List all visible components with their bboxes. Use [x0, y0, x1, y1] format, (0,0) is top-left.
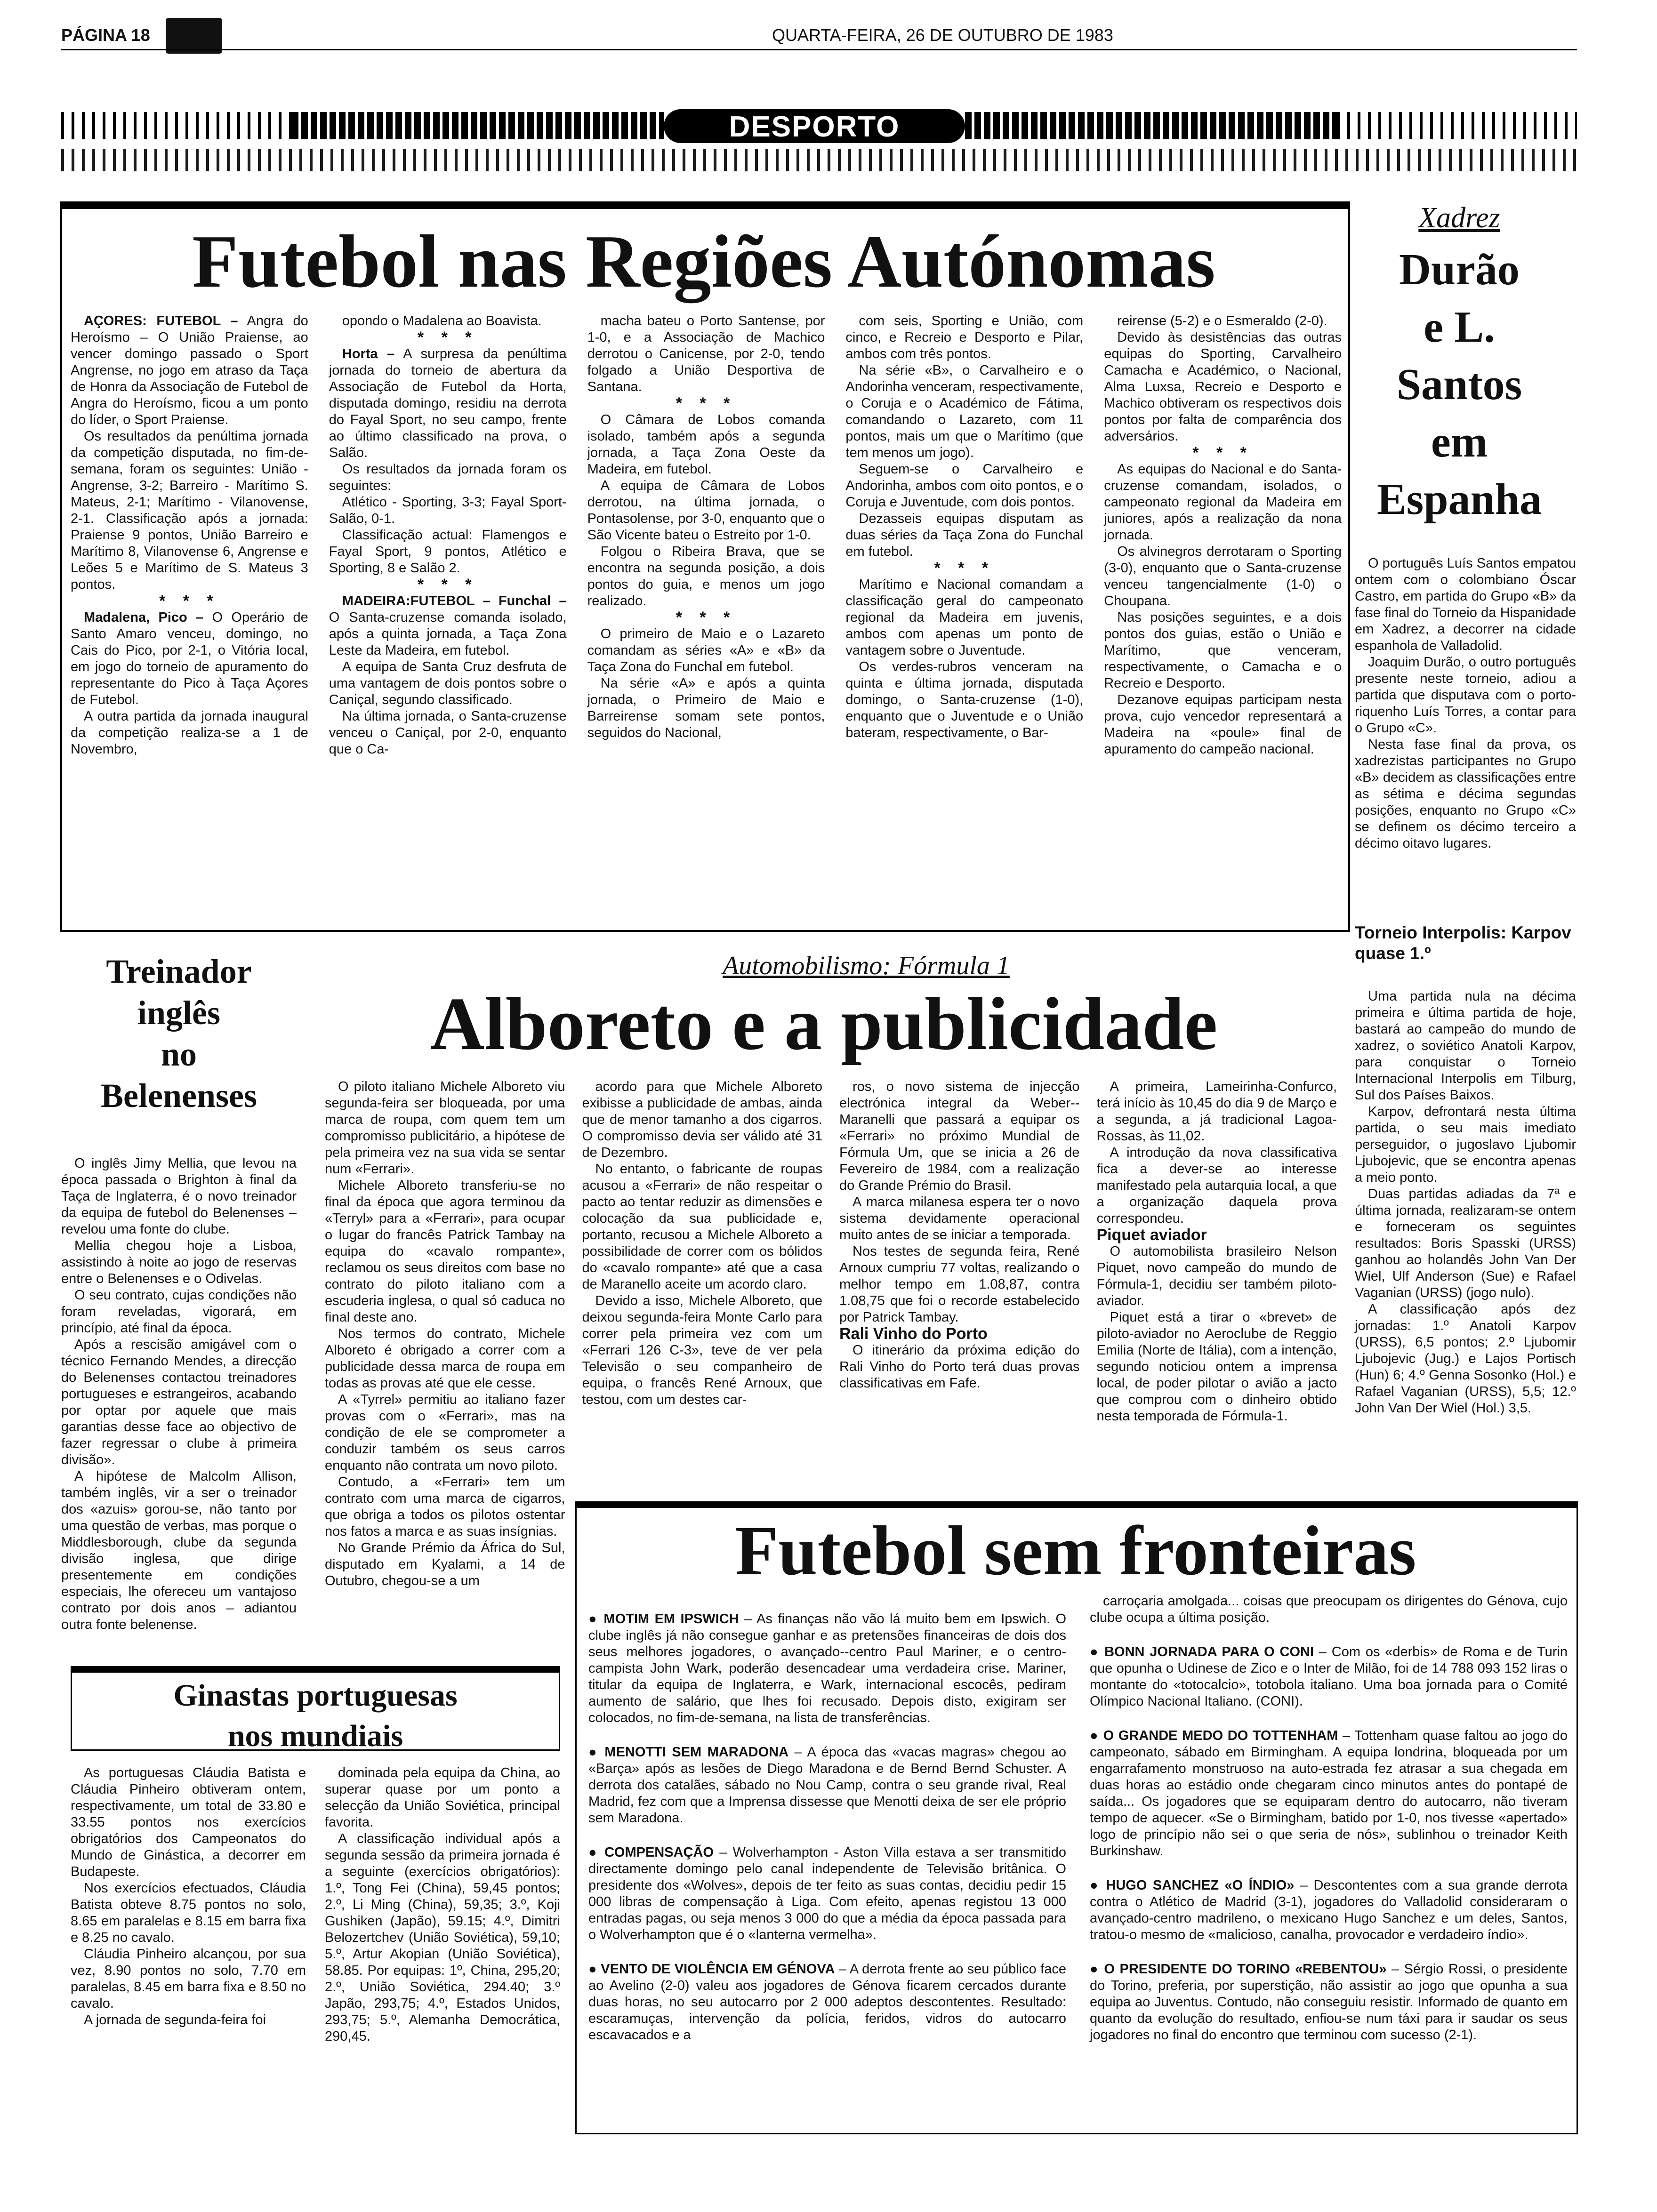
paragraph-text: Folgou o Ribeira Brava, que se encontra na segunda posição, a dois pontos do guia, e menos um jogo realizado.	[587, 544, 825, 609]
section-divider-stars: * * *	[676, 609, 737, 626]
paragraph-text: A marca milanesa espera ter o novo sistema devidamente operacional muito antes de se iniciar a temporada.	[839, 1194, 1080, 1242]
ginastas-headline	[71, 1675, 560, 1756]
paragraph	[329, 346, 567, 461]
paragraph: A hipótese de Malcolm Allison, também inglês, vir a ser o treinador dos «azuis» gorou-se, não tanto por uma questão de verbas, mas porque o Middlesborough, clube da segunda divisão inglesa, que dirige presentemente em condições especiais, lhe ofereceu um vantajoso contrato por dois anos – adiantou outra fonte belenense.	[61, 1469, 297, 1632]
paragraph	[329, 313, 567, 329]
paragraph	[587, 544, 825, 609]
paragraph: A classificação individual após a segunda sessão da primeira jornada é a seguinte (exercícios obrigatórios): 1.º, Tong Fei (China), 59,45 pontos; 2.º, Li Ming (China), 59,35; 3.º, Koji Gushiken (Japão), 59.15; 4.º, Dimitri Belozertchev (União Soviética), 59,10; 5.º, Artur Akopian (União Soviética), 58.85. Por equipas: 1º, China, 295,20; 2.º, União Soviética, 294.40; 3.º Japão, 293,75; 4.º, Estados Unidos, 293,75; 5.º, Alemanha Democrática, 290,45.	[325, 1831, 560, 2044]
paragraph: As portuguesas Cláudia Batista e Cláudia Pinheiro obtiveram ontem, respectivamente, um total de 33.80 e 33.55 pontos nos exercícios obrigatórios dos Campeonatos do Mundo de Ginástica, a decorrer em Budapeste.	[71, 1765, 306, 1879]
headline-line: Espanha	[1376, 475, 1542, 524]
paragraph-text: O automobilista brasileiro Nelson Piquet, novo campeão do mundo de Fórmula-1, decidiu ser também piloto-aviador.	[1096, 1244, 1337, 1308]
xadrez-sub-headline: Torneio Interpolis: Karpov quase 1.º	[1355, 923, 1571, 963]
paragraph-text: O Câmara de Lobos comanda isolado, também após a segunda jornada, a Taça Zona Oeste da Madeira, em futebol.	[587, 412, 825, 477]
paragraph	[839, 1194, 1080, 1243]
paragraph	[1090, 1593, 1568, 1626]
paragraph-text: A primeira, Lameirinha-Confurco, terá início às 10,45 do dia 9 de Março e a segunda, a já tradicional Lagoa-Rossas, às 11,02.	[1096, 1079, 1337, 1144]
paragraph-text: No entanto, o fabricante de roupas acusou a «Ferrari» de não respeitar o pacto ao tentar reduzir as dimensões e colocação da sua publicidade e, portanto, recusou a Michele Alboreto a possibilidade de correr com os bólidos do «cavalo rompante» até que a casa de Maranello aceite um acordo claro.	[582, 1162, 822, 1292]
paragraph	[587, 675, 825, 741]
paragraph	[329, 527, 567, 577]
fronteiras-headline: Futebol sem fronteiras	[735, 1512, 1416, 1590]
paragraph-text: Os resultados da penúltima jornada da competição disputada, no fim-de-semana, foram os seguintes: União -Angrense, 3-2; Barreiro - Marítimo S. Mateus, 2-1; Marítimo - Vilanovense, 2-1. Classificação após a jornada: Praiense 9 pontos, União Barreiro e Marítimo 8, Vilanovense 6, Angrense e Leões 5 e Marítimo de S. Mateus 3 pontos.	[71, 429, 308, 592]
paragraph	[587, 478, 825, 544]
paragraph-text: Contudo, a «Ferrari» tem um contrato com uma marca de cigarros, que obriga a todos os pilotos ostentar nos fatos a marca e as suas insígnias.	[325, 1475, 565, 1539]
paragraph	[1097, 1243, 1337, 1309]
paragraph-lead: ● O PRESIDENTE DO TORINO «REBENTOU»	[1090, 1962, 1387, 1977]
paragraph-text: Os resultados da jornada foram os seguintes:	[329, 462, 567, 493]
paragraph-text: macha bateu o Porto Santense, por 1-0, e a Associação de Machico derrotou o Canicense, por 2-0, tendo folgado a União Desportiva de Santana.	[587, 313, 825, 394]
paragraph	[329, 593, 567, 659]
paragraph-text: No Grande Prémio da África do Sul, disputado em Kyalami, a 14 de Outubro, chegou-se a um	[325, 1540, 565, 1588]
headline-line: em	[1431, 417, 1488, 466]
paragraph-lead: ● COMPENSAÇÃO	[588, 1845, 714, 1860]
paragraph-text: – As finanças não vão lá muito bem em Ipswich. O clube inglês já não consegue ganhar e as pretensões financeiras de dois dos seus melhores jogadores, o avançado--centro Paul Mariner, e o centro-campista John Wark, poderão desencadear uma verdadeira crise. Mariner, titular da equipa de Inglaterra, e Wark, internacional escocês, pediram aumento de salário, que lhes foi recusado. Depois disto, exigiram ser colocados, no fim-de-semana, na lista de transferências.	[588, 1611, 1066, 1725]
paragraph	[1097, 1079, 1337, 1145]
xadrez-sub-body	[1355, 988, 1576, 1417]
paragraph: Nesta fase final da prova, os xadrezistas participantes no Grupo «B» decidem as classificações entre as sétima e décima segundas posições, enquanto no Grupo «C» se definem os décimo terceiro a décimo oitavo lugares.	[1355, 737, 1576, 851]
section-banner-hatch-row2	[61, 149, 1577, 171]
article-column	[845, 313, 1083, 925]
paragraph-text: O primeiro de Maio e o Lazareto comandam as séries «A» e «B» da Taça Zona do Funchal em futebol.	[587, 626, 825, 674]
paragraph-text: Michele Alboreto transferiu-se no final da época que agora terminou da «Terryl» para a «Ferrari», para ocupar o lugar do francês Patrick Tambay na equipa do «cavalo rompante», reclamou os seus direitos com base no contrato do piloto italiano com a escuderia inglesa, o qual só caduca no final deste ano.	[325, 1178, 565, 1325]
alboreto-kicker: Automobilismo: Fórmula 1	[723, 951, 1010, 980]
article-column	[71, 313, 308, 925]
paragraph	[588, 1611, 1066, 1726]
section-divider-stars: * * *	[1192, 444, 1253, 462]
paragraph	[845, 659, 1083, 741]
paragraph-lead: ● MENOTTI SEM MARADONA	[588, 1745, 789, 1760]
paragraph	[1104, 313, 1342, 329]
paragraph-text: A «Tyrrel» permitiu ao italiano fazer provas com o «Ferrari», mas na condição de ele se comprometer a conduzir também os seus carros enquanto não contrata um novo piloto.	[325, 1392, 565, 1473]
paragraph	[587, 412, 825, 478]
paragraph-text: acordo para que Michele Alboreto exibisse a publicidade de ambas, ainda que de menor tamanho a dos cigarros. O compromisso devia ser válido até 31 de Dezembro.	[582, 1079, 822, 1160]
paragraph	[588, 1744, 1066, 1827]
paragraph-text: Classificação actual: Flamengos e Fayal Sport, 9 pontos, Atlético e Sporting, 8 e Salão 2.	[329, 528, 567, 576]
regioes-headline: Futebol nas Regiões Autónomas	[192, 219, 1215, 303]
paragraph	[325, 1540, 565, 1589]
paragraph: O inglês Jimy Mellia, que levou na época passada o Brighton à final da Taça de Inglaterra, é o novo treinador da equipa de futebol do Belenenses – revelou uma fonte do clube.	[61, 1156, 297, 1237]
header-rule	[61, 49, 1577, 50]
paragraph	[582, 1079, 823, 1161]
page-number: PÁGINA 18	[61, 25, 150, 45]
article-column	[325, 1765, 560, 2132]
paragraph-lead: Madalena, Pico –	[84, 610, 204, 625]
headline-line: Durão	[1399, 245, 1520, 294]
section-banner-hatch-left-dense	[292, 112, 664, 139]
paragraph	[1104, 609, 1342, 692]
fronteiras-columns	[588, 1593, 1568, 2130]
article-column	[582, 1079, 823, 1498]
paragraph-lead: ● BONN JORNADA PARA O CONI	[1090, 1644, 1314, 1659]
paragraph-lead: MADEIRA:FUTEBOL – Funchal –	[342, 593, 567, 609]
paragraph-text: Na série «B», o Carvalheiro e o Andorinha venceram, respectivamente, o Coruja e o Académico de Fátima, comandando o Lazareto, com 11 pontos, mais um que o Marítimo (que tem menos um jogo).	[845, 363, 1084, 460]
paragraph	[845, 362, 1083, 461]
paragraph	[845, 511, 1083, 560]
paragraph-lead: Horta –	[342, 346, 395, 361]
paragraph	[1104, 461, 1342, 544]
paragraph	[325, 1079, 565, 1178]
paragraph-text: – A derrota frente ao seu público face ao Avelino (2-0) valeu aos jogadores de Génova ficarem cercados durante duas horas, no seu autocarro por 2 000 adeptos descontentes. Resultado: escaramuças, intervenção da polícia, feridos, vidros do autocarro escavacados e a	[588, 1962, 1066, 2043]
paragraph-text: As equipas do Nacional e do Santa-cruzense comandam, isolados, o campeonato regional da Madeira em juniores, após a realização da nona jornada.	[1104, 462, 1342, 543]
paragraph	[1097, 1145, 1337, 1227]
paragraph-text: Devido às desistências das outras equipas do Sporting, Carvalheiro Camacha e Académico, o Nacional, Alma Luxsa, Recreio e Desporto e Machico obtiveram os respectivos dois pontos por falta de comparência dos adversários.	[1104, 330, 1342, 444]
paragraph-text: O itinerário da próxima edição do Rali Vinho do Porto terá duas provas classificativas em Fafe.	[839, 1343, 1080, 1391]
paragraph	[587, 313, 825, 395]
paragraph-text: – Com os «derbis» de Roma e de Turin que opunha o Udinese de Zico e o Inter de Milão, foi de 14 788 093 152 liras o montante do «totocalcio», totobola italiano. Uma boa jornada para o Comité Olímpico Nacional Italiano. (CONI).	[1090, 1644, 1568, 1709]
paragraph: Mellia chegou hoje a Lisboa, assistindo à noite ao jogo de reservas entre o Belenenses e o Odivelas.	[61, 1238, 297, 1286]
paragraph-text: – Tottenham quase faltou ao jogo do campeonato, sábado em Birmingham. A equipa londrina, bloqueada por um engarrafamento monstruoso na auto-estrada fez atrasar a sua chegada em duas horas ao estádio onde chegaram cinco minutos antes do pontapé de saída... Os jogadores que se equiparam dentro do autocarro, não tiveram tempo de aquecer. «Se o Birmingham, batido por 1-0, nos tivesse «apertado» logo de princípio não sei o que seria de nós», sublinhou o treinador Keith Burkinshaw.	[1090, 1728, 1568, 1859]
section-divider-stars: * * *	[417, 329, 478, 346]
paragraph	[325, 1178, 565, 1326]
paragraph-text: Os verdes-rubros venceram na quinta e última jornada, disputada domingo, o Santa-cruzense (1-0), enquanto que o Juventude e o União bateram, respectivamente, o Bar-	[845, 659, 1084, 740]
paragraph	[71, 708, 308, 758]
paragraph	[329, 461, 567, 494]
regioes-columns	[71, 313, 1342, 925]
section-divider-stars: * * *	[934, 559, 995, 577]
paragraph	[329, 708, 567, 758]
paragraph-text: carroçaria amolgada... coisas que preocupam os dirigentes do Génova, cujo clube ocupa a última posição.	[1090, 1594, 1568, 1625]
paragraph-text: Seguem-se o Carvalheiro e Andorinha, ambos com oito pontos, e o Coruja e Juventude, com dois pontos.	[845, 462, 1084, 510]
paragraph	[1097, 1309, 1337, 1425]
article-column	[71, 1765, 306, 2132]
paragraph-lead: ● HUGO SANCHEZ «O ÍNDIO»	[1090, 1878, 1295, 1893]
headline-line: Ginastas portuguesas	[173, 1678, 458, 1713]
treinador-headline	[61, 951, 297, 1116]
header-date: QUARTA-FEIRA, 26 DE OUTUBRO DE 1983	[772, 25, 1113, 45]
paragraph	[845, 577, 1083, 659]
paragraph-text: A introdução da nova classificativa fica a dever-se ao interesse manifestado pela autarquia local, a que a organização daquela prova correspondeu.	[1096, 1145, 1337, 1226]
paragraph-text: A outra partida da jornada inaugural da competição realiza-se a 1 de Novembro,	[71, 709, 308, 757]
sub-heading: Rali Vinho do Porto	[839, 1325, 988, 1343]
paragraph: O seu contrato, cujas condições não foram reveladas, vigorará, em princípio, até final da época.	[61, 1288, 297, 1336]
paragraph	[71, 428, 308, 593]
paragraph-text: Marítimo e Nacional comandam a classificação geral do campeonato regional da Madeira em juvenis, ambos com apenas um ponto de vantagem sobre o Juventude.	[845, 577, 1084, 658]
paragraph: Uma partida nula na décima primeira e última partida de hoje, bastará ao campeão do mundo de xadrez, o soviético Anatoli Karpov, para conquistar o Torneio Internacional Interpolis em Tilburg, Sul dos Países Baixos.	[1355, 989, 1576, 1103]
paragraph: O português Luís Santos empatou ontem com o colombiano Óscar Castro, em partida do Grupo «B» da fase final do Torneio da Hispanidade em Xadrez, a decorrer na cidade espanhola de Valladolid.	[1355, 556, 1576, 653]
paragraph-text: Os alvinegros derrotaram o Sporting (3-0), enquanto que o Santa-cruzense venceu tangencialmente (1-0) o Choupana.	[1104, 544, 1342, 609]
article-column	[839, 1079, 1080, 1498]
paragraph-text: Piquet está a tirar o «brevet» de piloto-aviador no Aeroclube de Reggio Emilia (Norte de Itália), com a intenção, segundo noticiou ontem a imprensa local, de poder pilotar o avião a jacto que comprou com o dinheiro obtido nesta temporada de Fórmula-1.	[1096, 1310, 1337, 1424]
paragraph	[839, 1342, 1080, 1392]
paragraph: A classificação após dez jornadas: 1.º Anatoli Karpov (URSS), 6,5 pontos; 2.º Ljubomir Ljubojevic (Jug.) e Lajos Portisch (Hun) 6; 4.º Genna Sosonko (Hol.) e Rafael Vaganian (URSS), 5,5; 12.º John Van Der Wiel (Hol.) 3,5.	[1355, 1302, 1576, 1416]
xadrez-kicker: Xadrez	[1418, 202, 1500, 234]
paragraph-text: – A época das «vacas magras» chegou ao «Barça» após as lesões de Diego Maradona e de Bernd Bernd Schuster. A derrota dos catalães, sábado no Nou Camp, contra o seu grande rival, Real Madrid, fez com que a Imprensa dissesse que Menotti deixa de ser ele próprio sem Maradona.	[588, 1745, 1066, 1826]
paragraph	[325, 1392, 565, 1474]
article-column	[588, 1593, 1066, 2130]
section-divider-stars: * * *	[159, 592, 220, 610]
paragraph: A jornada de segunda-feira foi	[84, 2012, 266, 2028]
paragraph: Após a rescisão amigável com o técnico Fernando Mendes, a direcção do Belenenses contactou treinadores portugueses e estrangeiros, acabando por optar por aquele que mais garantias desse face ao objectivo de fazer regressar o clube à primeira divisão».	[61, 1337, 297, 1467]
article-column	[329, 313, 567, 925]
paragraph-text: Dezanove equipas participam nesta prova, cujo vencedor representará a Madeira na «poule» final de apuramento do campeão nacional.	[1104, 692, 1342, 757]
paragraph-text: Nas posições seguintes, e a dois pontos dos guias, estão o União e Marítimo, que venceram, respectivamente, o Camacha e o Recreio e Desporto.	[1104, 610, 1342, 691]
paragraph	[1090, 1877, 1568, 1943]
paragraph-text: A equipa de Santa Cruz desfruta de uma vantagem de dois pontos sobre o Caniçal, segundo classificado.	[329, 659, 567, 707]
paragraph	[588, 1844, 1066, 1943]
paragraph-text: A surpresa da penúltima jornada do torneio de abertura da Associação de Futebol da Horta, disputada domingo, residiu na derrota do Fayal Sport, no seu campo, frente ao último classificado na prova, o Salão.	[329, 346, 567, 460]
paragraph: dominada pela equipa da China, ao superar quase por um ponto a selecção da União Soviética, principal favorita.	[325, 1765, 560, 1830]
headline-line: no	[161, 1035, 197, 1073]
paragraph	[71, 313, 308, 428]
headline-line: nos mundiais	[227, 1719, 403, 1753]
paragraph	[582, 1293, 823, 1408]
paragraph-text: – Sérgio Rossi, o presidente do Torino, preferia, por superstição, não assistir ao jogo que opunha a sua equipa ao Juventus. Contudo, não conseguiu resistir. Informado de quanto em quanto da evolução do resultado, enfiou-se num táxi para ir saudar os seus jogadores no final do encontro que terminou com sucesso (2-1).	[1090, 1962, 1568, 2043]
paragraph-text: Nos testes de segunda feira, René Arnoux cumpriu 77 voltas, realizando o melhor tempo em 1.08,87, contra 1.08,75 que foi o recorde estabelecido por Patrick Tambay.	[839, 1244, 1080, 1325]
article-column	[1104, 313, 1342, 925]
paragraph	[1104, 544, 1342, 609]
paragraph-text: Atlético - Sporting, 3-3; Fayal Sport-Salão, 0-1.	[329, 495, 567, 526]
section-divider-stars: * * *	[417, 576, 478, 593]
paragraph-text: O Operário de Santo Amaro venceu, domingo, no Cais do Pico, por 2-1, o Vitória local, em jogo do torneio de apuramento do representante do Pico à Taça Açores de Futebol.	[71, 610, 308, 707]
paragraph-text: Dezasseis equipas disputam as duas séries da Taça Zona do Funchal em futebol.	[845, 511, 1084, 559]
headline-line: Belenenses	[101, 1077, 257, 1114]
ginastas-columns	[71, 1765, 560, 2132]
section-divider-stars: * * *	[676, 394, 737, 412]
xadrez-body	[1355, 555, 1576, 852]
xadrez-headline	[1356, 241, 1563, 528]
paragraph	[1090, 1644, 1568, 1710]
article-column	[1090, 1593, 1568, 2130]
paragraph	[582, 1161, 823, 1293]
paragraph	[1104, 329, 1342, 445]
treinador-body	[61, 1155, 297, 1633]
paragraph-text: ros, o novo sistema de injecção electrónica integral da Weber--Maranelli que passará a equipar os «Ferrari» no próximo Mundial de Fórmula Um, que se inicia a 26 de Fevereiro de 1984, com a realização do Grande Prémio do Brasil.	[839, 1079, 1080, 1193]
paragraph-lead: AÇORES: FUTEBOL –	[84, 313, 238, 329]
paragraph-text: O Santa-cruzense comanda isolado, após a quinta jornada, a Taça Zona Leste da Madeira, em futebol.	[329, 610, 567, 658]
paragraph	[329, 494, 567, 527]
section-title: DESPORTO	[729, 111, 900, 143]
paragraph-text: Nos termos do contrato, Michele Alboreto é obrigado a correr com a publicidade dessa marca de roupa em todas as provas até que ele cesse.	[325, 1326, 565, 1391]
paragraph	[587, 626, 825, 675]
paragraph: Karpov, defrontará nesta última partida, o seu mais imediato perseguidor, o jugoslavo Ljubomir Ljubojevic, que se encontra apenas a meio ponto.	[1355, 1104, 1576, 1185]
paragraph	[329, 659, 567, 708]
paragraph	[325, 1326, 565, 1392]
paragraph	[71, 609, 308, 708]
headline-line: e L.	[1424, 303, 1495, 352]
paragraph	[1090, 1961, 1568, 2044]
article-column	[587, 313, 825, 925]
headline-line: Treinador	[106, 953, 252, 990]
section-banner-hatch-right	[1337, 112, 1577, 139]
paragraph	[588, 1961, 1066, 2044]
paragraph-text: com seis, Sporting e União, com cinco, e Recreio e Desporto e Pilar, ambos com três pontos.	[845, 313, 1084, 361]
paragraph-text: opondo o Madalena ao Boavista.	[342, 313, 542, 329]
paragraph-text: A equipa de Câmara de Lobos derrotou, na última jornada, o Pontasolense, por 3-0, enquanto que o São Vicente bateu o Estreito por 1-0.	[587, 478, 825, 543]
paragraph: Cláudia Pinheiro alcançou, por sua vez, 8.90 pontos no solo, 7.70 em paralelas, 8.45 em barra fixa e 8.50 no cavalo.	[71, 1947, 306, 2011]
paragraph-text: – Descontentes com a sua grande derrota contra o Atlético de Madrid (3-1), jogadores do Valladolid consideraram o avançado-centro madrileno, o mexicano Hugo Sanchez e um deles, Santos, tratou-o mesmo de «malicioso, canalha, provocador e verdadeiro índio».	[1090, 1878, 1568, 1942]
paragraph-text: – Wolverhampton - Aston Villa estava a ser transmitido directamente domingo pelo canal independente de Televisão britânica. O presidente dos «Wolves», depois de ter feito as suas contas, decidiu pedir 15 000 libras de compensação à Liga. Com efeito, apenas registou 13 000 entradas pagas, ou seja menos 3 000 do que a média da época passada para o Wolverhampton que é o «lanterna vermelha».	[588, 1845, 1066, 1942]
paragraph-text: reirense (5-2) e o Esmeraldo (2-0).	[1117, 313, 1327, 329]
headline-line: inglês	[137, 994, 221, 1032]
masthead-logo	[166, 18, 222, 54]
paragraph-text: O piloto italiano Michele Alboreto viu segunda-feira ser bloqueada, por uma marca de roupa, com quem tem um compromisso publicitário, a hipótese de pela primeira vez na sua vida se sentar num «Ferrari».	[325, 1079, 565, 1177]
article-column	[325, 1079, 565, 1588]
section-banner-hatch-right-dense	[965, 112, 1337, 139]
paragraph-lead: ● O GRANDE MEDO DO TOTTENHAM	[1090, 1728, 1338, 1743]
paragraph-lead: ● VENTO DE VIOLÊNCIA EM GÉNOVA	[588, 1962, 835, 1977]
article-column	[1097, 1079, 1337, 1498]
paragraph	[839, 1243, 1080, 1326]
paragraph-text: Na última jornada, o Santa-cruzense venceu o Caniçal, por 2-0, enquanto que o Ca-	[329, 709, 567, 757]
paragraph: Nos exercícios efectuados, Cláudia Batista obteve 8.75 pontos no solo, 8.65 em paralelas e 8.15 em barra fixa e 8.25 no cavalo.	[71, 1881, 306, 1945]
paragraph-lead: ● MOTIM EM IPSWICH	[588, 1611, 739, 1627]
paragraph-text: Devido a isso, Michele Alboreto, que deixou segunda-feira Monte Carlo para correr pela primeira vez com um «Ferrari 126 C-3», teve de ver pela Televisão o seu companheiro de equipa, o francês René Arnoux, que testou, com um destes car-	[582, 1293, 822, 1407]
paragraph: Duas partidas adiadas da 7ª e última jornada, realizaram-se ontem e forneceram os seguintes resultados: Boris Spasski (URSS) ganhou ao holandês John Van Der Wiel, Ulf Anderson (Sue) e Rafael Vaganian (URSS) (jogo nulo).	[1355, 1186, 1576, 1300]
sub-heading: Piquet aviador	[1096, 1226, 1207, 1244]
paragraph	[845, 313, 1083, 362]
paragraph	[1090, 1728, 1568, 1859]
paragraph	[325, 1474, 565, 1540]
headline-line: Santos	[1396, 360, 1522, 409]
paragraph	[845, 461, 1083, 511]
paragraph-text: Na série «A» e após a quinta jornada, o Primeiro de Maio e Barreirense somam sete pontos, seguidos do Nacional,	[587, 676, 825, 740]
paragraph	[1104, 692, 1342, 758]
alboreto-headline: Alboreto e a publicidade	[430, 982, 1218, 1066]
paragraph	[839, 1079, 1080, 1194]
paragraph: Joaquim Durão, o outro português presente neste torneio, adiou a partida que disputava com o porto-riquenho Luís Torres, a contar para o Grupo «C».	[1355, 655, 1576, 736]
paragraph-text: Angra do Heroísmo – O União Praiense, ao vencer domingo passado o Sport Angrense, no jogo em atraso da Taça de Honra da Associação de Futebol de Angra do Heroísmo, ficou a um ponto do líder, o Sport Praiense.	[71, 313, 308, 427]
